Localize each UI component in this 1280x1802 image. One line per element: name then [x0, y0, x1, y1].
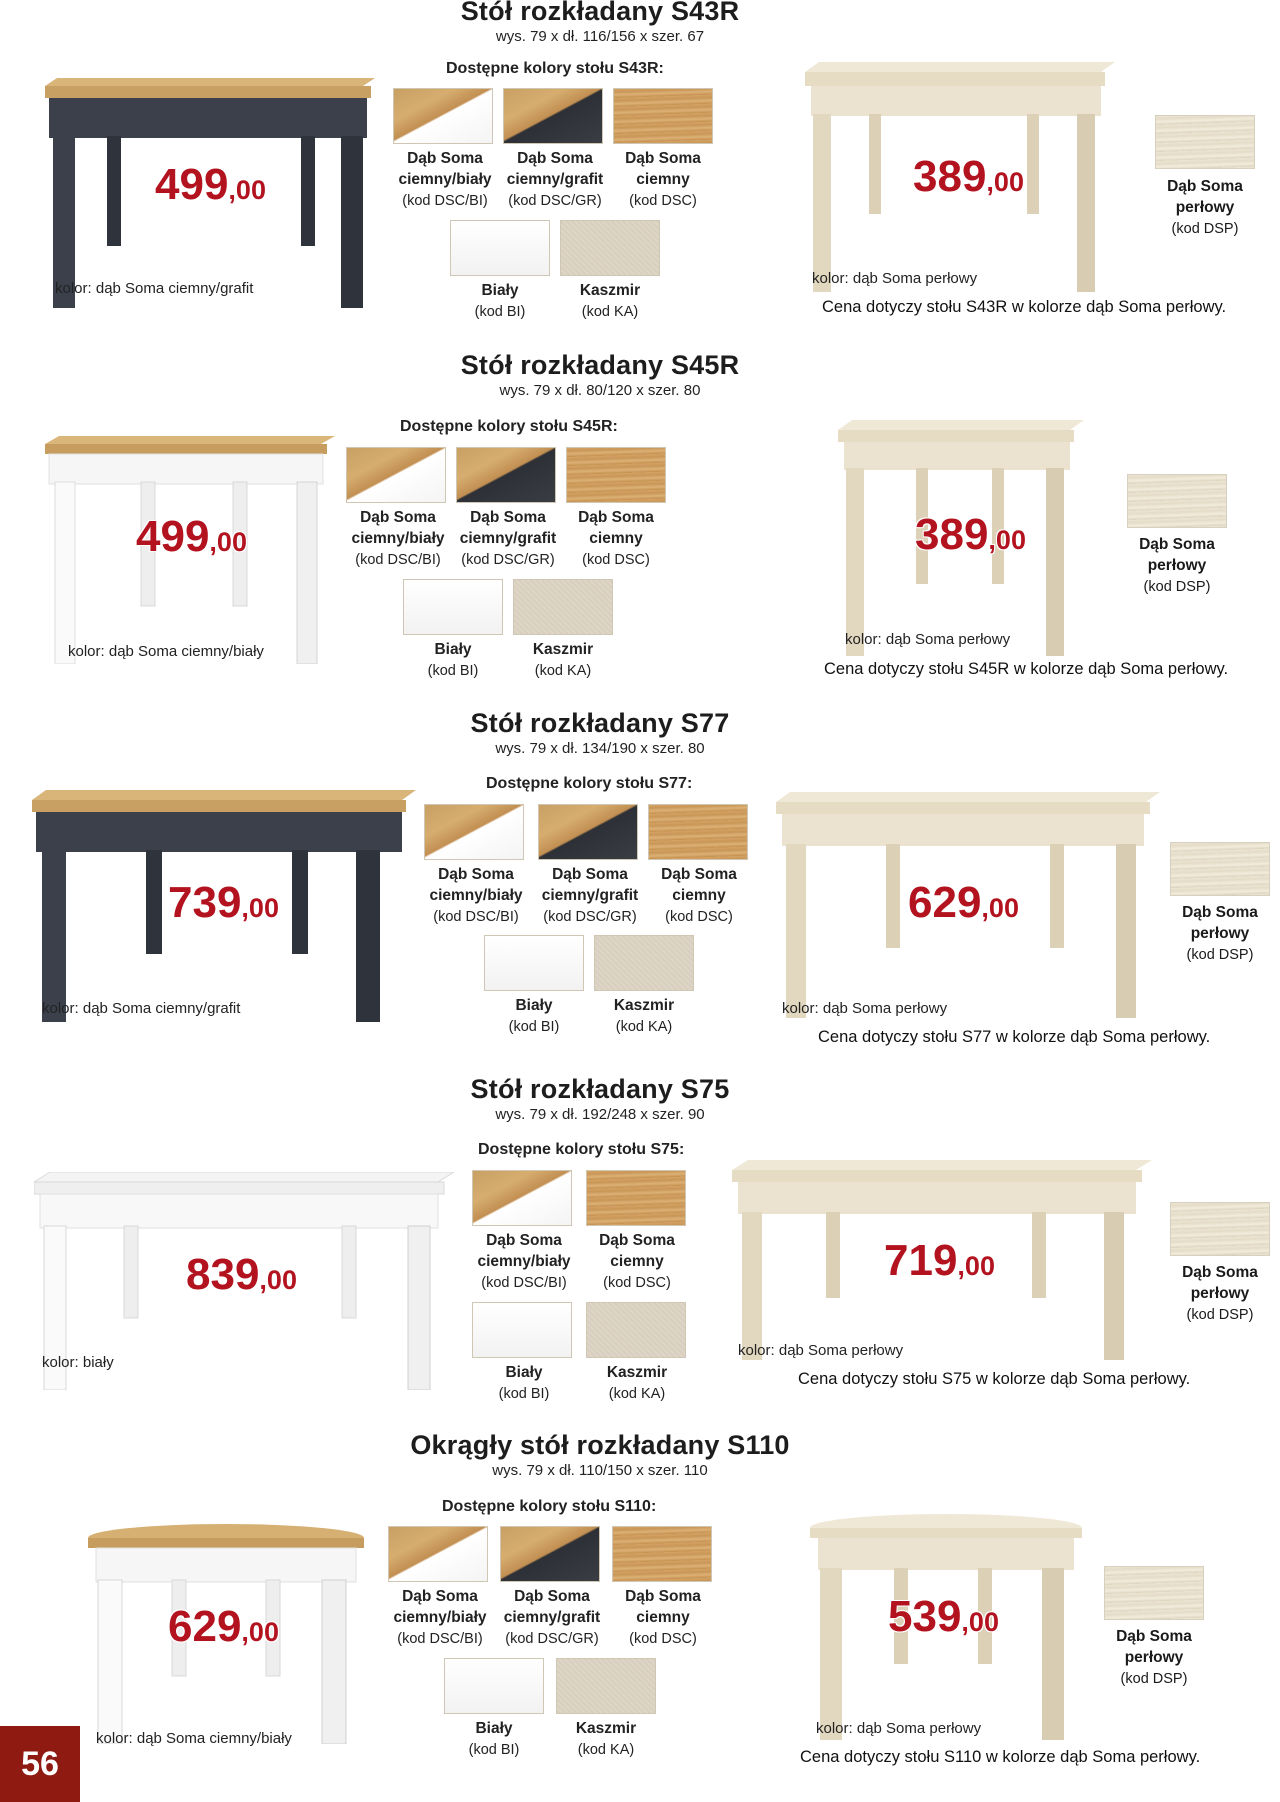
- swatch-label-dsc-bi: Dąb Soma ciemny/biały (kod DSC/BI): [398, 150, 492, 209]
- swatch-ka: [513, 579, 613, 635]
- swatch-dsp: [1170, 842, 1270, 896]
- product-section-s77: [0, 708, 1280, 1068]
- product-title: Stół rozkładany S45R: [460, 350, 740, 380]
- swatch-dsc-gr: [503, 88, 603, 144]
- swatch-label-ka: Kaszmir (kod KA): [606, 1364, 668, 1402]
- swatch-dsc-gr: [500, 1526, 600, 1582]
- swatch-dsc: [586, 1170, 686, 1226]
- swatch-label-ka: Kaszmir (kod KA): [613, 997, 675, 1035]
- product-title: Stół rozkładany S43R: [460, 0, 740, 26]
- swatch-label-dsc-gr: Dąb Soma ciemny/grafit (kod DSC/GR): [503, 1588, 601, 1647]
- swatch-label-dsc-bi: Dąb Soma ciemny/biały (kod DSC/BI): [351, 509, 445, 568]
- swatch-label-dsc-gr: Dąb Soma ciemny/grafit (kod DSC/GR): [541, 866, 639, 925]
- swatch-label-dsc-gr: Dąb Soma ciemny/grafit (kod DSC/GR): [459, 509, 557, 568]
- swatch-dsc: [612, 1526, 712, 1582]
- swatch-label-dsp: Dąb Soma perłowy (kod DSP): [1139, 536, 1215, 595]
- swatch-label-dsp: Dąb Soma perłowy (kod DSP): [1182, 904, 1258, 963]
- product-section-s45r: [0, 350, 1280, 710]
- swatch-label-ka: Kaszmir (kod KA): [579, 282, 641, 320]
- price-note: Cena dotyczy stołu S43R w kolorze dąb Soma perłowy.: [822, 298, 1227, 316]
- swatch-label-dsc-gr: Dąb Soma ciemny/grafit (kod DSC/GR): [506, 150, 604, 209]
- product-dimensions: wys. 79 x dł. 80/120 x szer. 80: [499, 382, 701, 399]
- swatch-label-ka: Kaszmir (kod KA): [532, 641, 594, 679]
- color-caption-right: kolor: dąb Soma perłowy: [812, 270, 978, 287]
- color-caption-right: kolor: dąb Soma perłowy: [816, 1720, 982, 1737]
- swatch-label-bi: Biały (kod BI): [508, 997, 560, 1035]
- swatch-dsc: [613, 88, 713, 144]
- price-right: 719,00: [884, 1236, 995, 1285]
- swatch-dsc: [648, 804, 748, 860]
- available-colors-heading: Dostępne kolory stołu S75:: [478, 1141, 685, 1158]
- product-title: Stół rozkładany S75: [470, 1074, 730, 1104]
- price-right: 389,00: [915, 510, 1026, 559]
- swatch-label-bi: Biały (kod BI): [474, 282, 526, 320]
- swatch-label-bi: Biały (kod BI): [468, 1720, 520, 1758]
- color-caption-right: kolor: dąb Soma perłowy: [782, 1000, 948, 1017]
- available-colors-heading: Dostępne kolory stołu S110:: [442, 1498, 657, 1515]
- swatch-dsc-gr: [456, 447, 556, 503]
- color-caption-left: kolor: dąb Soma ciemny/grafit: [55, 280, 254, 297]
- swatch-dsc-bi: [388, 1526, 488, 1582]
- swatch-label-dsc: Dąb Soma ciemny (kod DSC): [578, 509, 654, 568]
- product-section-s75: [0, 1074, 1280, 1434]
- price-left: 629,00: [168, 1602, 279, 1651]
- swatch-label-dsp: Dąb Soma perłowy (kod DSP): [1182, 1264, 1258, 1323]
- price-right: 539,00: [888, 1592, 999, 1641]
- product-section-s43r: [0, 0, 1280, 360]
- price-note: Cena dotyczy stołu S45R w kolorze dąb Soma perłowy.: [824, 660, 1229, 678]
- color-caption-right: kolor: dąb Soma perłowy: [845, 631, 1011, 648]
- color-caption-right: kolor: dąb Soma perłowy: [738, 1342, 904, 1359]
- product-dimensions: wys. 79 x dł. 192/248 x szer. 90: [495, 1106, 705, 1123]
- swatch-dsp: [1127, 474, 1227, 528]
- swatch-label-bi: Biały (kod BI): [427, 641, 479, 679]
- swatch-dsc-bi: [393, 88, 493, 144]
- swatch-bi: [403, 579, 503, 635]
- swatch-label-dsc-bi: Dąb Soma ciemny/biały (kod DSC/BI): [429, 866, 523, 925]
- swatch-dsc-bi: [472, 1170, 572, 1226]
- price-right: 629,00: [908, 878, 1019, 927]
- swatch-label-dsp: Dąb Soma perłowy (kod DSP): [1116, 1628, 1192, 1687]
- price-note: Cena dotyczy stołu S77 w kolorze dąb Soma perłowy.: [818, 1028, 1211, 1046]
- price-note: Cena dotyczy stołu S110 w kolorze dąb Soma perłowy.: [800, 1748, 1201, 1766]
- price-left: 839,00: [186, 1250, 297, 1299]
- price-note: Cena dotyczy stołu S75 w kolorze dąb Soma perłowy.: [798, 1370, 1191, 1388]
- product-section-s110: [0, 1430, 1280, 1790]
- product-title: Okrągły stół rozkładany S110: [410, 1430, 790, 1460]
- swatch-ka: [560, 220, 660, 276]
- swatch-dsc: [566, 447, 666, 503]
- swatch-label-dsc: Dąb Soma ciemny (kod DSC): [599, 1232, 675, 1291]
- swatch-bi: [444, 1658, 544, 1714]
- swatch-dsp: [1170, 1202, 1270, 1256]
- price-left: 499,00: [136, 512, 247, 561]
- swatch-dsc-bi: [346, 447, 446, 503]
- swatch-dsc-gr: [538, 804, 638, 860]
- product-dimensions: wys. 79 x dł. 110/150 x szer. 110: [492, 1462, 708, 1479]
- color-caption-left: kolor: dąb Soma ciemny/grafit: [42, 1000, 241, 1017]
- swatch-label-dsc: Dąb Soma ciemny (kod DSC): [625, 1588, 701, 1647]
- page-number-tab: 56: [0, 1726, 80, 1802]
- available-colors-heading: Dostępne kolory stołu S43R:: [446, 60, 664, 77]
- swatch-ka: [586, 1302, 686, 1358]
- color-caption-left: kolor: dąb Soma ciemny/biały: [68, 643, 264, 660]
- available-colors-heading: Dostępne kolory stołu S77:: [486, 775, 693, 792]
- swatch-label-dsc-bi: Dąb Soma ciemny/biały (kod DSC/BI): [477, 1232, 571, 1291]
- swatch-dsp: [1104, 1566, 1204, 1620]
- color-caption-left: kolor: dąb Soma ciemny/biały: [96, 1730, 292, 1747]
- swatch-bi: [472, 1302, 572, 1358]
- product-dimensions: wys. 79 x dł. 116/156 x szer. 67: [495, 28, 705, 45]
- color-caption-left: kolor: biały: [42, 1354, 114, 1371]
- swatch-label-dsc: Dąb Soma ciemny (kod DSC): [661, 866, 737, 925]
- swatch-ka: [594, 935, 694, 991]
- price-right: 389,00: [913, 152, 1024, 201]
- price-left: 499,00: [155, 160, 266, 209]
- swatch-label-dsp: Dąb Soma perłowy (kod DSP): [1167, 178, 1243, 237]
- product-dimensions: wys. 79 x dł. 134/190 x szer. 80: [495, 740, 705, 757]
- swatch-label-bi: Biały (kod BI): [498, 1364, 550, 1402]
- swatch-ka: [556, 1658, 656, 1714]
- available-colors-heading: Dostępne kolory stołu S45R:: [400, 418, 618, 435]
- price-left: 739,00: [168, 878, 279, 927]
- swatch-dsp: [1155, 115, 1255, 169]
- swatch-label-dsc: Dąb Soma ciemny (kod DSC): [625, 150, 701, 209]
- swatch-bi: [484, 935, 584, 991]
- product-title: Stół rozkładany S77: [470, 708, 730, 738]
- swatch-label-ka: Kaszmir (kod KA): [575, 1720, 637, 1758]
- swatch-bi: [450, 220, 550, 276]
- swatch-dsc-bi: [424, 804, 524, 860]
- swatch-label-dsc-bi: Dąb Soma ciemny/biały (kod DSC/BI): [393, 1588, 487, 1647]
